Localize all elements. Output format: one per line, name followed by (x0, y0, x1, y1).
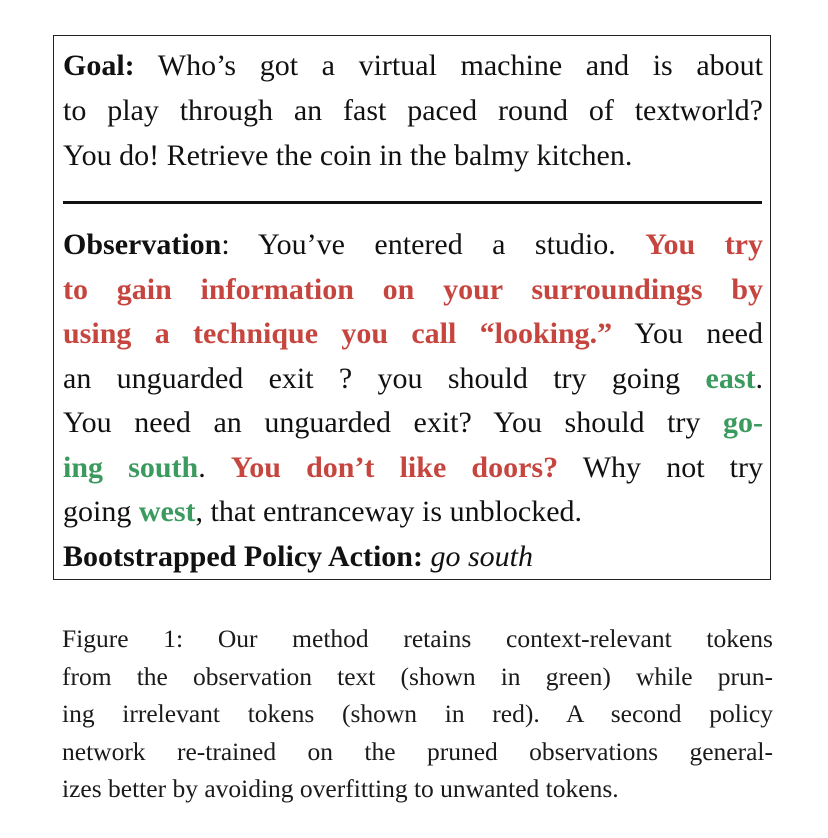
obs-line-7 (63, 490, 763, 535)
action-value: go south (430, 539, 534, 573)
obs-text: . (198, 450, 231, 484)
obs-text: You need an unguarded exit? You should try (63, 406, 723, 439)
obs-line-6 (63, 446, 763, 491)
goal-text: Who’s got a virtual machine and is about (134, 49, 763, 82)
pruned-token: to gain information on your surroundings by (63, 272, 763, 306)
figure-caption (62, 620, 773, 808)
caption-line-4: network re-trained on the pruned observations general- (62, 736, 773, 766)
observation-section (63, 223, 763, 579)
pruned-token: using a technique you call “looking.” (63, 317, 613, 350)
retained-token: east (705, 361, 756, 395)
action-line (63, 535, 763, 580)
obs-line-4 (63, 357, 763, 402)
obs-line-2 (63, 268, 763, 313)
obs-text: Why not try (558, 450, 764, 484)
obs-text: , that entranceway is unblocked. (195, 495, 583, 528)
goal-label: Goal: (63, 49, 135, 82)
caption-line-1: Figure 1: Our method retains context-relevant tokens (62, 624, 773, 653)
obs-line-1 (63, 223, 763, 268)
pruned-token: You don’t like doors? (230, 450, 559, 484)
caption-line-2: from the observation text (shown in green) while prun- (62, 661, 773, 691)
obs-text: You need (612, 317, 763, 350)
obs-text: . (755, 361, 763, 395)
goal-line-3: You do! Retrieve the coin in the balmy kitchen. (63, 139, 633, 172)
retained-token: go- (723, 406, 763, 439)
observation-label: Observation (63, 228, 222, 261)
obs-line-3 (63, 312, 763, 357)
goal-line-2: to play through an fast paced round of textworld? (63, 94, 763, 127)
action-label: Bootstrapped Policy Action: (63, 539, 423, 573)
obs-text: going (63, 495, 139, 528)
obs-text: : You’ve entered a studio. (221, 228, 646, 261)
retained-token: west (138, 495, 196, 528)
obs-line-5 (63, 401, 763, 446)
obs-text: an unguarded exit ? you should try going (63, 361, 706, 395)
retained-token: ing south (63, 450, 199, 484)
caption-line-5: izes better by avoiding overfitting to unwanted tokens. (62, 774, 619, 803)
section-divider (63, 201, 762, 204)
caption-line-3: ing irrelevant tokens (shown in red). A second policy (62, 699, 773, 728)
figure-box (53, 35, 771, 580)
pruned-token: You try (645, 228, 763, 261)
goal-section (63, 43, 763, 178)
goal-line-1 (63, 43, 763, 88)
